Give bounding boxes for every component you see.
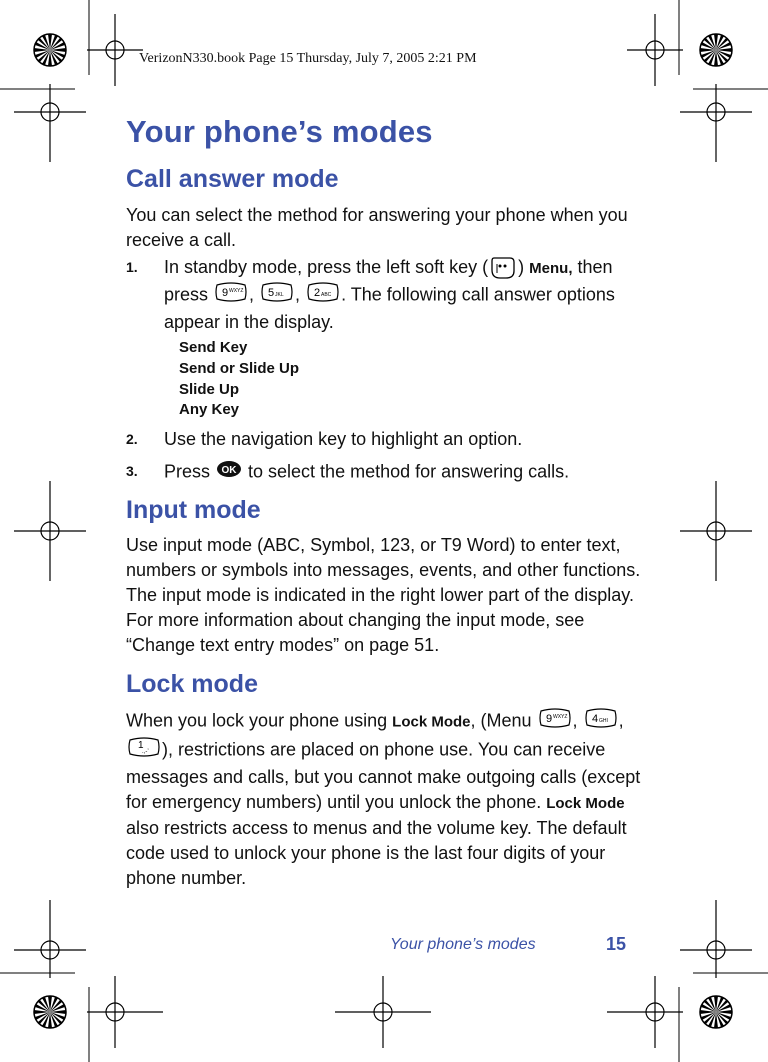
key-5-icon: [259, 281, 295, 310]
svg-text:WXYZ: WXYZ: [552, 714, 567, 720]
svg-text:JKL: JKL: [275, 292, 284, 299]
svg-text:.,-’: .,-’: [142, 749, 149, 755]
step-number: 1.: [126, 259, 138, 275]
step-text: Use the navigation key to highlight an option.: [164, 429, 523, 449]
option-any-key: Any Key: [179, 401, 240, 418]
key-9-icon: [213, 281, 249, 310]
svg-text:4: 4: [591, 713, 598, 725]
lock-mode-heading: Lock mode: [126, 670, 258, 698]
step-number: 3.: [126, 463, 138, 479]
menu-label: Menu,: [529, 260, 573, 277]
ok-key-icon: [215, 459, 243, 486]
key-9-icon: [537, 707, 573, 736]
svg-text:9: 9: [222, 287, 229, 300]
key-4-icon: [583, 707, 619, 736]
lock-mode-label: Lock Mode: [546, 795, 625, 812]
left-soft-key-icon: [488, 255, 518, 281]
svg-text:OK: OK: [221, 465, 237, 476]
svg-text:2: 2: [314, 287, 321, 300]
lock-mode-body: When you lock your phone using Lock Mode, (Menu 9 WXYZ , 4 GHI , 1 .,-’ ), restrictions are placed on phone use. You can receive messages and calls, but you cannot make outgoing calls (except for emergency numbers) until you unlock the phone. Lock Mode also restricts access to menus and the volume key. The default code used to unlock your phone is the last four digits of your phone number.: [126, 707, 646, 891]
key-1-icon: [126, 736, 162, 765]
lock-mode-label: Lock Mode: [392, 713, 471, 731]
call-answer-intro: You can select the method for answering your phone when you receive a call.: [126, 205, 628, 250]
print-slug: VerizonN330.book Page 15 Thursday, July 7, 2005 2:21 PM: [139, 51, 477, 66]
input-mode-heading: Input mode: [126, 496, 261, 524]
svg-text:1: 1: [138, 740, 144, 751]
option-send-or-slide-up: Send or Slide Up: [179, 360, 300, 377]
crosshair-marks: [14, 14, 752, 1048]
footer-section-title: Your phone’s modes: [390, 936, 536, 953]
step-number: 2.: [126, 431, 138, 447]
svg-text:9: 9: [545, 713, 552, 725]
page-title: Your phone’s modes: [126, 114, 433, 149]
call-answer-heading: Call answer mode: [126, 165, 339, 193]
page-number: 15: [606, 934, 627, 954]
svg-text:WXYZ: WXYZ: [229, 288, 244, 295]
svg-text:ABC: ABC: [321, 292, 332, 299]
key-2-icon: [305, 281, 341, 310]
svg-text:GHI: GHI: [598, 718, 608, 724]
option-slide-up: Slide Up: [179, 381, 240, 398]
svg-text:5: 5: [268, 287, 275, 300]
input-mode-body: Use input mode (ABC, Symbol, 123, or T9 Word) to enter text, numbers or symbols into messages, events, and other functions. The input mode is indicated in the right lower part of the display. For more information about changing the input mode, see “Change text entry modes” on page 51.: [126, 535, 641, 655]
option-send-key: Send Key: [179, 339, 248, 356]
